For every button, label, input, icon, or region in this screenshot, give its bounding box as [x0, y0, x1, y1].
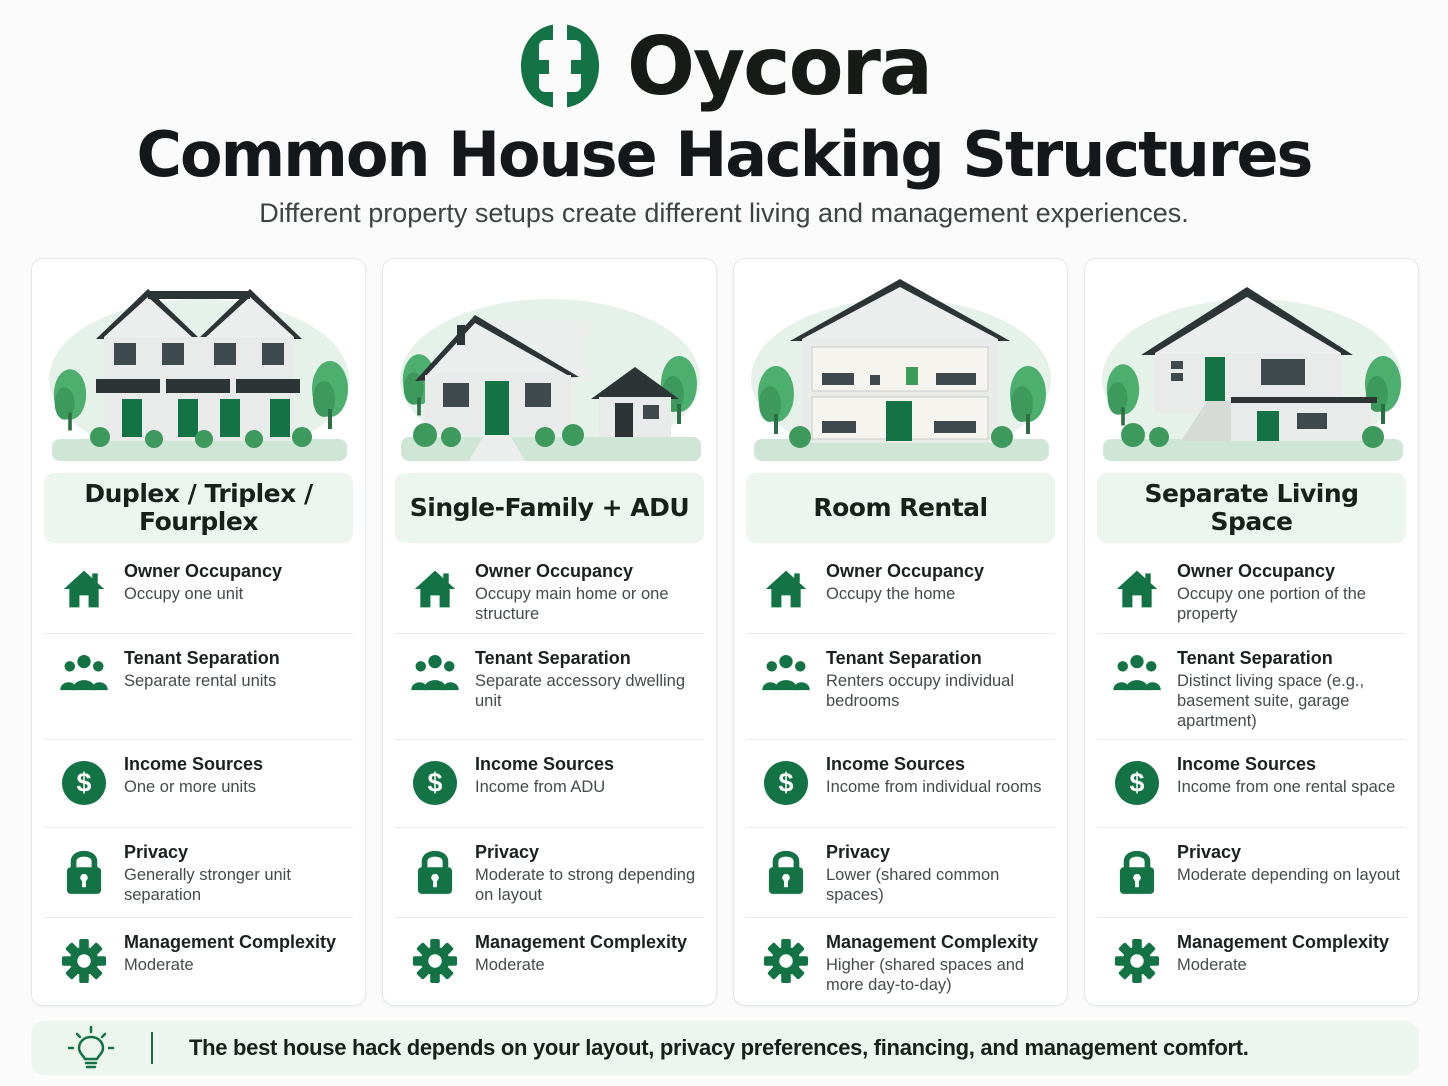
feature-privacy — [1097, 828, 1406, 918]
house-cutaway-rooms-illustration — [746, 269, 1057, 465]
feature-income-sources — [746, 740, 1055, 828]
house-with-basement-suite-illustration — [1097, 269, 1408, 465]
feature-privacy — [44, 828, 353, 918]
feature-value: Separate rental units — [124, 672, 277, 690]
feature-label: Privacy — [1177, 842, 1242, 862]
feature-owner-occupancy — [1097, 547, 1406, 634]
feature-label: Tenant Separation — [475, 648, 631, 668]
feature-label: Owner Occupancy — [475, 561, 634, 581]
brand-header — [0, 18, 1448, 114]
feature-label: Privacy — [475, 842, 540, 862]
feature-label: Income Sources — [1177, 754, 1317, 774]
feature-management — [1097, 918, 1406, 1018]
footer-tip-banner — [31, 1021, 1419, 1075]
feature-list — [395, 547, 704, 1018]
feature-management — [44, 918, 353, 1018]
gear-icon — [763, 938, 809, 984]
divider — [151, 1032, 153, 1064]
feature-management — [746, 918, 1055, 1018]
brand-name: Oycora — [627, 19, 931, 113]
house-icon — [62, 567, 106, 611]
feature-label: Income Sources — [826, 754, 966, 774]
feature-value: Occupy main home or one structure — [475, 585, 669, 623]
people-group-icon — [410, 654, 460, 692]
feature-management — [395, 918, 704, 1018]
people-group-icon — [1112, 654, 1162, 692]
feature-value: One or more units — [124, 778, 257, 796]
feature-label: Owner Occupancy — [826, 561, 985, 581]
lock-icon — [1118, 848, 1156, 896]
card-title: Single-Family + ADU — [395, 473, 704, 543]
feature-value: Occupy one unit — [124, 585, 244, 603]
feature-label: Income Sources — [124, 754, 264, 774]
feature-label: Owner Occupancy — [124, 561, 283, 581]
feature-owner-occupancy — [746, 547, 1055, 634]
feature-label: Privacy — [826, 842, 891, 862]
lock-icon — [416, 848, 454, 896]
feature-privacy — [395, 828, 704, 918]
gear-icon — [61, 938, 107, 984]
card-title: Separate Living Space — [1097, 473, 1406, 543]
oycora-logo-icon — [517, 20, 603, 112]
feature-value: Moderate — [475, 956, 545, 974]
feature-value: Generally stronger unit separation — [124, 866, 291, 904]
card-single-family-adu — [382, 258, 717, 1006]
feature-value: Occupy the home — [826, 585, 956, 603]
feature-list — [1097, 547, 1406, 1018]
feature-value: Separate accessory dwelling unit — [475, 672, 686, 710]
card-duplex — [31, 258, 366, 1006]
footer-message: The best house hack depends on your layout, privacy preferences, financing, and management comfort. — [189, 1035, 1249, 1060]
card-separate-living-space — [1084, 258, 1419, 1006]
dollar-circle-icon — [1114, 760, 1160, 806]
feature-income-sources — [395, 740, 704, 828]
multi-unit-townhouse-illustration — [44, 269, 355, 465]
feature-label: Privacy — [124, 842, 189, 862]
dollar-circle-icon — [763, 760, 809, 806]
house-with-adu-illustration — [395, 269, 706, 465]
card-title: Room Rental — [746, 473, 1055, 543]
feature-label: Tenant Separation — [1177, 648, 1333, 668]
lock-icon — [65, 848, 103, 896]
feature-value: Income from individual rooms — [826, 778, 1042, 796]
people-group-icon — [59, 654, 109, 692]
feature-value: Higher (shared spaces and more day-to-day) — [826, 956, 1025, 994]
feature-value: Income from ADU — [475, 778, 606, 796]
feature-list — [44, 547, 353, 1018]
dollar-circle-icon — [412, 760, 458, 806]
feature-label: Owner Occupancy — [1177, 561, 1336, 581]
page-title: Common House Hacking Structures — [136, 118, 1312, 191]
feature-label: Tenant Separation — [826, 648, 982, 668]
feature-income-sources — [1097, 740, 1406, 828]
house-icon — [413, 567, 457, 611]
feature-value: Distinct living space (e.g., basement suite, garage apartment) — [1177, 672, 1365, 730]
gear-icon — [1114, 938, 1160, 984]
feature-owner-occupancy — [44, 547, 353, 634]
feature-label: Management Complexity — [826, 932, 1039, 952]
card-room-rental — [733, 258, 1068, 1006]
feature-value: Moderate depending on layout — [1177, 866, 1400, 884]
feature-label: Management Complexity — [124, 932, 337, 952]
feature-tenant-separation — [44, 634, 353, 740]
lightbulb-icon — [67, 1025, 115, 1071]
feature-value: Moderate to strong depending on layout — [475, 866, 696, 904]
feature-value: Renters occupy individual bedrooms — [826, 672, 1015, 710]
gear-icon — [412, 938, 458, 984]
house-icon — [1115, 567, 1159, 611]
lock-icon — [767, 848, 805, 896]
feature-value: Occupy one portion of the property — [1177, 585, 1366, 623]
feature-tenant-separation — [746, 634, 1055, 740]
dollar-circle-icon — [61, 760, 107, 806]
feature-tenant-separation — [395, 634, 704, 740]
feature-label: Management Complexity — [475, 932, 688, 952]
feature-value: Income from one rental space — [1177, 778, 1396, 796]
feature-value: Moderate — [1177, 956, 1247, 974]
feature-value: Lower (shared common spaces) — [826, 866, 1000, 904]
feature-tenant-separation — [1097, 634, 1406, 740]
structure-cards — [31, 258, 1419, 1006]
feature-privacy — [746, 828, 1055, 918]
house-icon — [764, 567, 808, 611]
feature-label: Management Complexity — [1177, 932, 1390, 952]
feature-owner-occupancy — [395, 547, 704, 634]
feature-label: Income Sources — [475, 754, 615, 774]
card-title: Duplex / Triplex / Fourplex — [44, 473, 353, 543]
feature-income-sources — [44, 740, 353, 828]
feature-value: Moderate — [124, 956, 194, 974]
people-group-icon — [761, 654, 811, 692]
feature-list — [746, 547, 1055, 1018]
page-subtitle: Different property setups create different living and management experiences. — [259, 198, 1189, 228]
feature-label: Tenant Separation — [124, 648, 280, 668]
